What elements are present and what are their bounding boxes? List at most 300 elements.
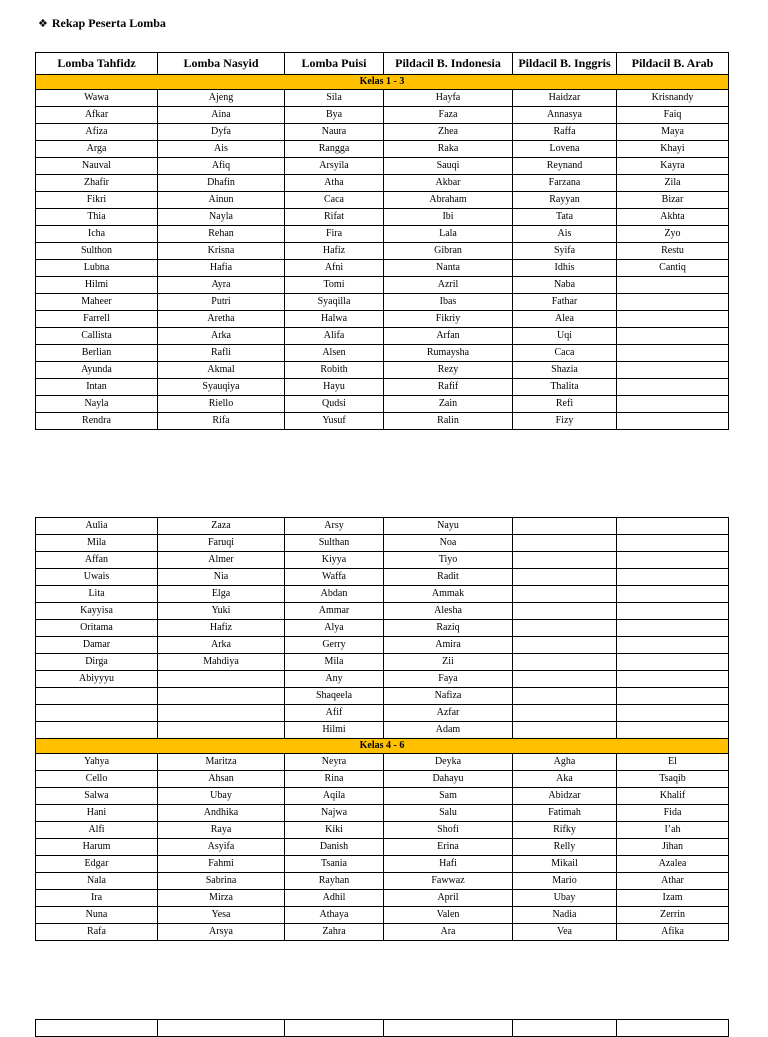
table-cell: Amira: [384, 637, 513, 654]
table-cell: Syauqiya: [158, 379, 285, 396]
table-cell: Hafiz: [285, 243, 384, 260]
table-cell: Adhil: [285, 890, 384, 907]
table-cell: Gerry: [285, 637, 384, 654]
table-cell: Rumaysha: [384, 345, 513, 362]
table-cell: [617, 396, 729, 413]
table-cell: [36, 688, 158, 705]
table-cell: Radit: [384, 569, 513, 586]
table-row: [36, 413, 729, 430]
table-row: [36, 637, 729, 654]
table-cell: Akbar: [384, 175, 513, 192]
table-cell: Rafif: [384, 379, 513, 396]
table-cell: Hayfa: [384, 90, 513, 107]
table-cell: Idhis: [513, 260, 617, 277]
table-cell: Tsaqib: [617, 771, 729, 788]
table-cell: Caca: [513, 345, 617, 362]
table-row: [36, 124, 729, 141]
table-row: [36, 535, 729, 552]
table-cell: Arsy: [285, 518, 384, 535]
table-row: [36, 788, 729, 805]
table-cell: Mario: [513, 873, 617, 890]
table-cell: Faruqi: [158, 535, 285, 552]
table-cell: Shazia: [513, 362, 617, 379]
table-cell: Abdan: [285, 586, 384, 603]
table-cell: Alifa: [285, 328, 384, 345]
table-row: [36, 260, 729, 277]
page-title: [38, 16, 166, 31]
table-cell: Deyka: [384, 754, 513, 771]
table-cell: Salu: [384, 805, 513, 822]
table-cell: Raziq: [384, 620, 513, 637]
table-cell: [513, 569, 617, 586]
table-cell: Raka: [384, 141, 513, 158]
table-cell: Abiyyyu: [36, 671, 158, 688]
table-cell: Krisnandy: [617, 90, 729, 107]
participants-table-page-2: [35, 517, 729, 941]
table-cell: [617, 603, 729, 620]
table-cell: Valen: [384, 907, 513, 924]
table-cell: Hafia: [158, 260, 285, 277]
table-cell: Lala: [384, 226, 513, 243]
table-row: [36, 226, 729, 243]
table-cell: Neyra: [285, 754, 384, 771]
table-cell: Ais: [158, 141, 285, 158]
section-label: Kelas 4 - 6: [36, 739, 729, 754]
table-cell: Sila: [285, 90, 384, 107]
table-cell: Faiq: [617, 107, 729, 124]
table-cell: Farrell: [36, 311, 158, 328]
table-cell: Danish: [285, 839, 384, 856]
table-cell: Hilmi: [285, 722, 384, 739]
table-cell: Kayyisa: [36, 603, 158, 620]
table-row: [36, 805, 729, 822]
col-header-puisi: Lomba Puisi: [285, 53, 384, 75]
table-row: [36, 362, 729, 379]
table-cell: [617, 722, 729, 739]
table-cell: Mila: [36, 535, 158, 552]
table-cell: Naura: [285, 124, 384, 141]
table-cell: Ahsan: [158, 771, 285, 788]
table-cell: Akmal: [158, 362, 285, 379]
table-row: [36, 158, 729, 175]
table-cell: Nuna: [36, 907, 158, 924]
table-row: [36, 924, 729, 941]
table-cell: [617, 379, 729, 396]
table-row: [36, 873, 729, 890]
table-row: [36, 654, 729, 671]
table-cell: Syaqilla: [285, 294, 384, 311]
participants-table-page-3: [35, 1019, 729, 1037]
table-row: [36, 688, 729, 705]
table-row: [36, 396, 729, 413]
table-cell: Icha: [36, 226, 158, 243]
table-cell: Putri: [158, 294, 285, 311]
table-cell: Tiyo: [384, 552, 513, 569]
table-cell: Nayu: [384, 518, 513, 535]
table-cell: Ubay: [158, 788, 285, 805]
table-cell: Sabrina: [158, 873, 285, 890]
table-cell: Kiki: [285, 822, 384, 839]
table-cell: Zain: [384, 396, 513, 413]
table-cell: Afif: [285, 705, 384, 722]
table-cell: Ainun: [158, 192, 285, 209]
table-cell: [513, 620, 617, 637]
table-cell: [617, 688, 729, 705]
table-cell: Relly: [513, 839, 617, 856]
table-cell: [36, 705, 158, 722]
table-cell: [617, 569, 729, 586]
table-cell: Damar: [36, 637, 158, 654]
table-row: [36, 856, 729, 873]
table-cell: Aina: [158, 107, 285, 124]
table-cell: Rafa: [36, 924, 158, 941]
table-cell: Jihan: [617, 839, 729, 856]
table-cell: [158, 671, 285, 688]
table-cell: Arsyila: [285, 158, 384, 175]
table-cell: [617, 671, 729, 688]
table-cell: April: [384, 890, 513, 907]
table-cell: Dhafin: [158, 175, 285, 192]
table-cell: Abraham: [384, 192, 513, 209]
table-cell: Yusuf: [285, 413, 384, 430]
table-cell: Rangga: [285, 141, 384, 158]
table-cell: Hilmi: [36, 277, 158, 294]
table-cell: Alea: [513, 311, 617, 328]
table-cell: Sam: [384, 788, 513, 805]
table-cell: Thalita: [513, 379, 617, 396]
table-cell: Abidzar: [513, 788, 617, 805]
table-cell: Krisna: [158, 243, 285, 260]
table-cell: Azalea: [617, 856, 729, 873]
table-cell: [617, 413, 729, 430]
col-header-tahfidz: Lomba Tahfidz: [36, 53, 158, 75]
table-cell: Adam: [384, 722, 513, 739]
table-cell: Shaqeela: [285, 688, 384, 705]
table-cell: Nauval: [36, 158, 158, 175]
table-cell: [617, 654, 729, 671]
table-cell: Halwa: [285, 311, 384, 328]
table-cell: Nanta: [384, 260, 513, 277]
table-cell: Aulia: [36, 518, 158, 535]
table-cell: Fida: [617, 805, 729, 822]
table-cell: Raffa: [513, 124, 617, 141]
table-cell: Mirza: [158, 890, 285, 907]
table-cell: Noa: [384, 535, 513, 552]
table-cell: Rendra: [36, 413, 158, 430]
table-cell: Hafi: [384, 856, 513, 873]
table-cell: Restu: [617, 243, 729, 260]
table-row: [36, 771, 729, 788]
table-cell: Sulthan: [285, 535, 384, 552]
table-cell: Zhafir: [36, 175, 158, 192]
section-label: Kelas 1 - 3: [36, 75, 729, 90]
table-cell: Zhea: [384, 124, 513, 141]
table-cell: [513, 586, 617, 603]
table-cell: [513, 637, 617, 654]
table-cell: Ayra: [158, 277, 285, 294]
table-row: [36, 890, 729, 907]
table-cell: [617, 345, 729, 362]
table-cell: Atha: [285, 175, 384, 192]
table-cell: Intan: [36, 379, 158, 396]
table-cell: Aka: [513, 771, 617, 788]
table-cell: Alfi: [36, 822, 158, 839]
table-cell: Lubna: [36, 260, 158, 277]
table-cell: Vea: [513, 924, 617, 941]
table-cell: Ibi: [384, 209, 513, 226]
table-cell: Qudsi: [285, 396, 384, 413]
table-cell: Refi: [513, 396, 617, 413]
table-cell: Annasya: [513, 107, 617, 124]
table-cell: Waffa: [285, 569, 384, 586]
table-cell: Arka: [158, 328, 285, 345]
table-cell: Rifky: [513, 822, 617, 839]
table-cell: Afni: [285, 260, 384, 277]
table-cell: [513, 671, 617, 688]
table-cell: I’ah: [617, 822, 729, 839]
table-cell: Ais: [513, 226, 617, 243]
table-row: [36, 822, 729, 839]
table-cell: Nia: [158, 569, 285, 586]
page-title-text: Rekap Peserta Lomba: [51, 16, 166, 30]
table-cell: Affan: [36, 552, 158, 569]
table-cell: [617, 552, 729, 569]
table-row: [36, 907, 729, 924]
table-row: [36, 311, 729, 328]
table-cell: Yesa: [158, 907, 285, 924]
table-cell: [617, 362, 729, 379]
table-cell: Rafli: [158, 345, 285, 362]
table-cell: Afkar: [36, 107, 158, 124]
table-row: [36, 754, 729, 771]
table-cell: Ralin: [384, 413, 513, 430]
table-cell: Andhika: [158, 805, 285, 822]
table-cell: Tomi: [285, 277, 384, 294]
table-cell: Alsen: [285, 345, 384, 362]
table-cell: Aqila: [285, 788, 384, 805]
table-cell: [513, 722, 617, 739]
table-cell: Fahmi: [158, 856, 285, 873]
table-cell: [617, 328, 729, 345]
table-cell: Alesha: [384, 603, 513, 620]
table-cell: [513, 603, 617, 620]
table-row: [36, 277, 729, 294]
table-cell: Arka: [158, 637, 285, 654]
table-cell: Hafiz: [158, 620, 285, 637]
table-cell: Nayla: [36, 396, 158, 413]
table-cell: Fawwaz: [384, 873, 513, 890]
table-cell: Zii: [384, 654, 513, 671]
table-cell: Oritama: [36, 620, 158, 637]
table-cell: Sauqi: [384, 158, 513, 175]
table-row: [36, 328, 729, 345]
table-row: [36, 243, 729, 260]
table-cell: Faza: [384, 107, 513, 124]
table-cell: Wawa: [36, 90, 158, 107]
table-cell: Ira: [36, 890, 158, 907]
table-cell: Yuki: [158, 603, 285, 620]
participants-table-page-1: [35, 52, 729, 430]
table-cell: Zerrin: [617, 907, 729, 924]
diamond-bullet-icon: ❖: [38, 17, 48, 30]
table-cell: Salwa: [36, 788, 158, 805]
table-cell: Fizy: [513, 413, 617, 430]
table-row: [36, 379, 729, 396]
table-cell: Akhta: [617, 209, 729, 226]
table-cell: [513, 535, 617, 552]
table-cell: Khalif: [617, 788, 729, 805]
col-header-pildacil-indonesia: Pildacil B. Indonesia: [384, 53, 513, 75]
table-row: [36, 107, 729, 124]
table-row: [36, 518, 729, 535]
table-cell: Lita: [36, 586, 158, 603]
table-cell: [513, 654, 617, 671]
table-cell: [617, 311, 729, 328]
table-cell: Tsania: [285, 856, 384, 873]
table-row: [36, 586, 729, 603]
table-cell: Haidzar: [513, 90, 617, 107]
table-cell: Zila: [617, 175, 729, 192]
table-cell: Farzana: [513, 175, 617, 192]
table-cell: Tata: [513, 209, 617, 226]
table-cell: [617, 620, 729, 637]
table-cell: Rayyan: [513, 192, 617, 209]
table-cell: Aretha: [158, 311, 285, 328]
table-cell: [158, 722, 285, 739]
table-cell: [617, 535, 729, 552]
table-cell: Ubay: [513, 890, 617, 907]
table-cell: Khayi: [617, 141, 729, 158]
table-cell: Ammar: [285, 603, 384, 620]
section-row-kelas-4-6: [36, 739, 729, 754]
table-row: [36, 620, 729, 637]
table-cell: Elga: [158, 586, 285, 603]
table-cell: Rifat: [285, 209, 384, 226]
table-cell: Rifa: [158, 413, 285, 430]
table-cell: Azfar: [384, 705, 513, 722]
table-cell: Gibran: [384, 243, 513, 260]
table-cell: Izam: [617, 890, 729, 907]
table-cell: Nala: [36, 873, 158, 890]
table-row: [36, 1020, 729, 1037]
table-cell: [513, 705, 617, 722]
table-cell: Fikriy: [384, 311, 513, 328]
table-cell: Afiq: [158, 158, 285, 175]
table-cell: Almer: [158, 552, 285, 569]
col-header-nasyid: Lomba Nasyid: [158, 53, 285, 75]
table-cell: Rina: [285, 771, 384, 788]
table-cell: Mikail: [513, 856, 617, 873]
table-row: [36, 569, 729, 586]
table-cell: Ajeng: [158, 90, 285, 107]
table-cell: Afiza: [36, 124, 158, 141]
table-cell: Kayra: [617, 158, 729, 175]
table-cell: [158, 688, 285, 705]
table-cell: Afika: [617, 924, 729, 941]
table-cell: Naba: [513, 277, 617, 294]
table-cell: Caca: [285, 192, 384, 209]
table-row: [36, 705, 729, 722]
table-cell: Athaya: [285, 907, 384, 924]
table-cell: Arfan: [384, 328, 513, 345]
col-header-pildacil-arab: Pildacil B. Arab: [617, 53, 729, 75]
table-cell: Harum: [36, 839, 158, 856]
table-row: [36, 603, 729, 620]
table-cell: [617, 277, 729, 294]
table-cell: [513, 688, 617, 705]
table-cell: Uwais: [36, 569, 158, 586]
table-cell: [513, 518, 617, 535]
table-cell: Berlian: [36, 345, 158, 362]
table-cell: Rezy: [384, 362, 513, 379]
table-cell: Raya: [158, 822, 285, 839]
table-cell: Faya: [384, 671, 513, 688]
table-cell: Bizar: [617, 192, 729, 209]
table-row: [36, 345, 729, 362]
table-cell: Zahra: [285, 924, 384, 941]
table-cell: [36, 722, 158, 739]
section-row-kelas-1-3: [36, 75, 729, 90]
table-cell: Maheer: [36, 294, 158, 311]
table-cell: Reynand: [513, 158, 617, 175]
table-cell: [617, 586, 729, 603]
table-cell: Ayunda: [36, 362, 158, 379]
table-cell: Riello: [158, 396, 285, 413]
table-cell: Zaza: [158, 518, 285, 535]
table-cell: [617, 705, 729, 722]
table-cell: Zyo: [617, 226, 729, 243]
table-row: [36, 192, 729, 209]
table-cell: Alya: [285, 620, 384, 637]
table-cell: Maritza: [158, 754, 285, 771]
table-cell: Fira: [285, 226, 384, 243]
table-cell: El: [617, 754, 729, 771]
table-cell: Nadia: [513, 907, 617, 924]
table-cell: Dahayu: [384, 771, 513, 788]
header-row: [36, 53, 729, 75]
table-row: [36, 175, 729, 192]
table-cell: Ara: [384, 924, 513, 941]
table-row: [36, 552, 729, 569]
table-cell: Dyfa: [158, 124, 285, 141]
table-cell: Hayu: [285, 379, 384, 396]
table-cell: Fathar: [513, 294, 617, 311]
table-row: [36, 839, 729, 856]
table-cell: Dirga: [36, 654, 158, 671]
table-cell: Asyifa: [158, 839, 285, 856]
table-cell: Callista: [36, 328, 158, 345]
table-cell: Mahdiya: [158, 654, 285, 671]
table-cell: Athar: [617, 873, 729, 890]
table-cell: [513, 552, 617, 569]
table-cell: Ibas: [384, 294, 513, 311]
table-row: [36, 671, 729, 688]
table-cell: Rehan: [158, 226, 285, 243]
table-cell: [158, 705, 285, 722]
table-cell: Arga: [36, 141, 158, 158]
table-row: [36, 141, 729, 158]
table-cell: Ammak: [384, 586, 513, 603]
table-cell: Hani: [36, 805, 158, 822]
table-cell: [617, 518, 729, 535]
table-cell: [617, 637, 729, 654]
table-cell: Sulthon: [36, 243, 158, 260]
table-cell: Any: [285, 671, 384, 688]
table-cell: Maya: [617, 124, 729, 141]
table-cell: Cantiq: [617, 260, 729, 277]
table-cell: [617, 294, 729, 311]
table-cell: Bya: [285, 107, 384, 124]
